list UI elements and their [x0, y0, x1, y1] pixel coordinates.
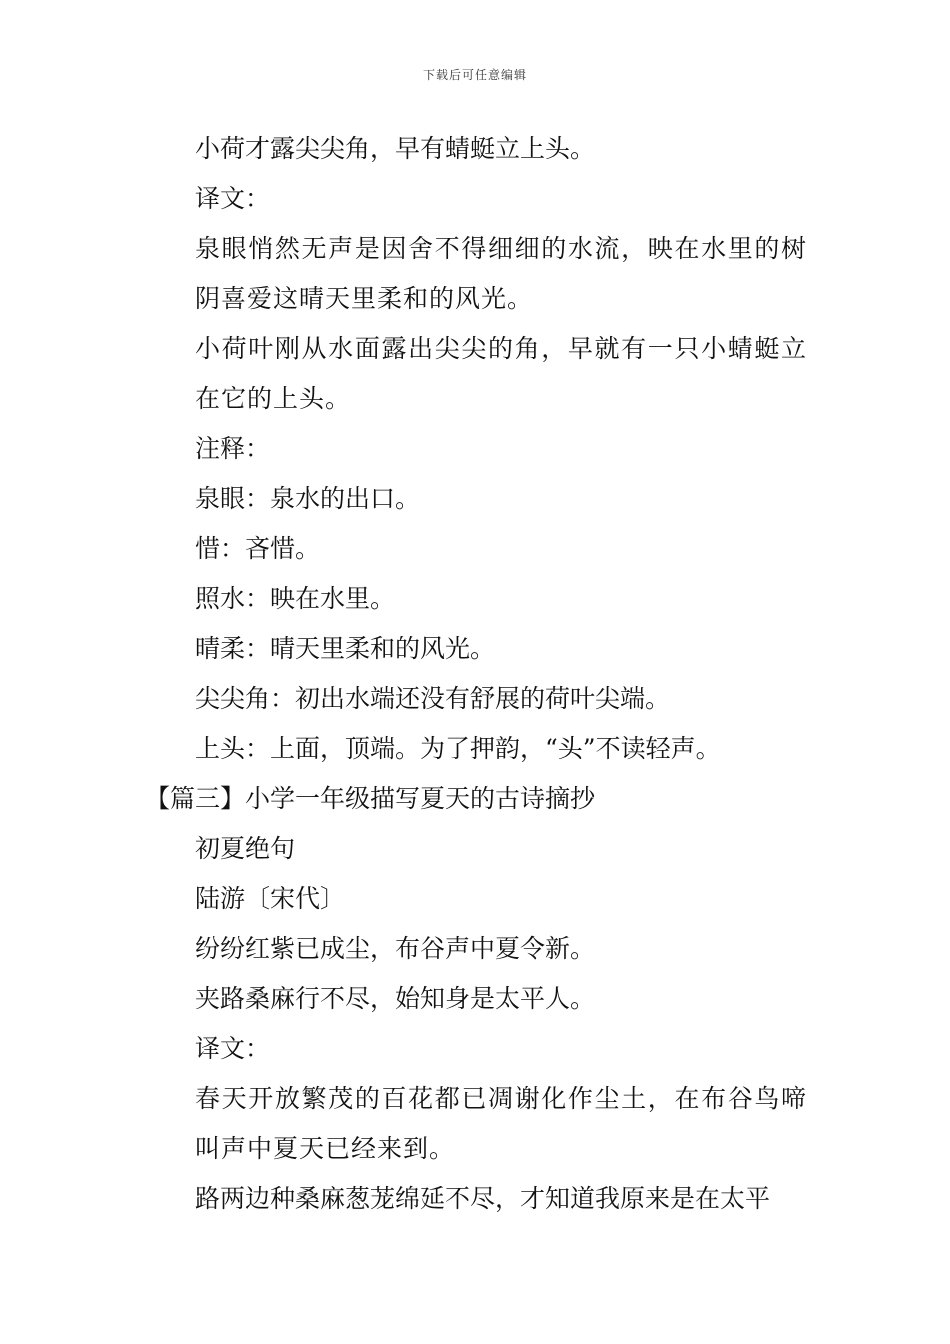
poem-line: 纷纷红紫已成尘，布谷声中夏令新。: [195, 934, 596, 963]
poem-line: 夹路桑麻行不尽，始知身是太平人。: [195, 984, 596, 1013]
poem-line: 小荷才露尖尖角，早有蜻蜓立上头。: [195, 134, 596, 163]
section-label-translation: 译文：: [195, 184, 271, 213]
note-item: 照水：映在水里。: [195, 584, 396, 613]
translation-paragraph: 春天开放繁茂的百花都已凋谢化作尘土，在布谷鸟啼叫声中夏天已经来到。: [195, 1084, 807, 1163]
note-item: 晴柔：晴天里柔和的风光。: [195, 634, 496, 663]
note-item: 上头：上面，顶端。为了押韵，“头”不读轻声。: [195, 734, 721, 763]
document-body: [145, 124, 807, 1224]
section-label-translation: 译文：: [195, 1034, 271, 1063]
poem-author: 陆游〔宋代〕: [195, 884, 346, 913]
translation-paragraph: 小荷叶刚从水面露出尖尖的角，早就有一只小蜻蜓立在它的上头。: [195, 334, 807, 413]
translation-paragraph: 路两边种桑麻葱茏绵延不尽，才知道我原来是在太平: [195, 1184, 771, 1213]
poem-title: 初夏绝句: [195, 834, 296, 863]
note-item: 泉眼：泉水的出口。: [195, 484, 421, 513]
note-item: 尖尖角：初出水端还没有舒展的荷叶尖端。: [195, 684, 671, 713]
translation-paragraph: 泉眼悄然无声是因舍不得细细的水流，映在水里的树阴喜爱这晴天里柔和的风光。: [195, 234, 807, 313]
page-header: 下载后可任意编辑: [422, 68, 527, 82]
section-heading: 【篇三】小学一年级描写夏天的古诗摘抄: [145, 784, 596, 813]
section-label-notes: 注释：: [195, 434, 271, 463]
note-item: 惜：吝惜。: [195, 534, 321, 563]
